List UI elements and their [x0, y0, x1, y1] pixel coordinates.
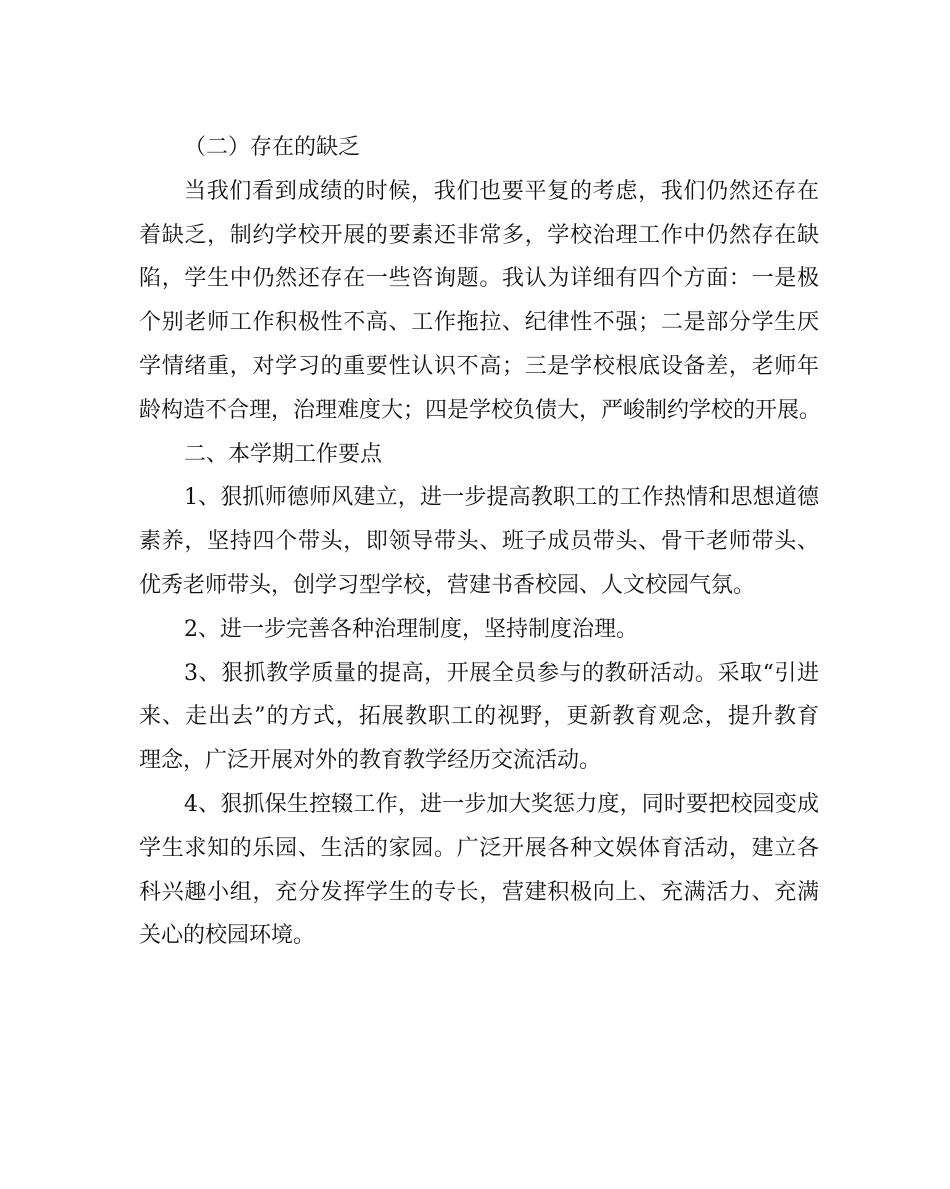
paragraph-line: 着缺乏，制约学校开展的要素还非常多，学校治理工作中仍然存在缺 [139, 222, 819, 248]
paragraph-line: 4、狠抓保生控辍工作，进一步加大奖惩力度，同时要把校园变成 [184, 791, 819, 817]
paragraph-line: 关心的校园环境。 [139, 923, 316, 949]
paragraph-line: 2、进一步完善各种治理制度，坚持制度治理。 [184, 616, 638, 642]
item-1-paragraph [139, 476, 819, 607]
paragraph-line: 当我们看到成绩的时候，我们也要平复的考虑，我们仍然还存在 [184, 178, 819, 204]
paragraph-line: 1、狠抓师德师风建立，进一步提高教职工的工作热情和思想道德 [184, 485, 819, 511]
section-deficiency-heading: （二）存在的缺乏 [184, 135, 361, 160]
paragraph-line: 优秀老师带头，创学习型学校，营建书香校园、人文校园气氛。 [139, 572, 756, 598]
paragraph-line: 学情绪重，对学习的重要性认识不高；三是学校根底设备差，老师年 [139, 353, 819, 379]
paragraph-line: 个别老师工作积极性不高、工作拖拉、纪律性不强；二是部分学生厌 [139, 310, 819, 336]
paragraph-line: 理念，广泛开展对外的教育教学经历交流活动。 [139, 748, 602, 774]
section-two-heading: 二、本学期工作要点 [184, 441, 383, 467]
document-body [139, 126, 822, 958]
paragraph-line: 科兴趣小组，充分发挥学生的专长，营建积极向上、充满活力、充满 [139, 879, 819, 905]
item-3-paragraph [139, 652, 819, 783]
paragraph-line: 龄构造不合理，治理难度大；四是学校负债大，严峻制约学校的开展。 [139, 397, 822, 423]
paragraph-line: 陷，学生中仍然还存在一些咨询题。我认为详细有四个方面：一是极 [139, 266, 819, 292]
paragraph-line: 3、狠抓教学质量的提高，开展全员参与的教研活动。采取“引进 [184, 660, 819, 686]
item-2-paragraph [139, 608, 819, 652]
paragraph-line: 来、走出去”的方式，拓展教职工的视野，更新教育观念，提升教育 [139, 704, 819, 730]
paragraph-line: 素养，坚持四个带头，即领导带头、班子成员带头、骨干老师带头、 [139, 529, 819, 555]
paragraph-line: 学生求知的乐园、生活的家园。广泛开展各种文娱体育活动，建立各 [139, 835, 819, 861]
item-4-paragraph [139, 783, 819, 958]
deficiency-paragraph [139, 170, 822, 433]
